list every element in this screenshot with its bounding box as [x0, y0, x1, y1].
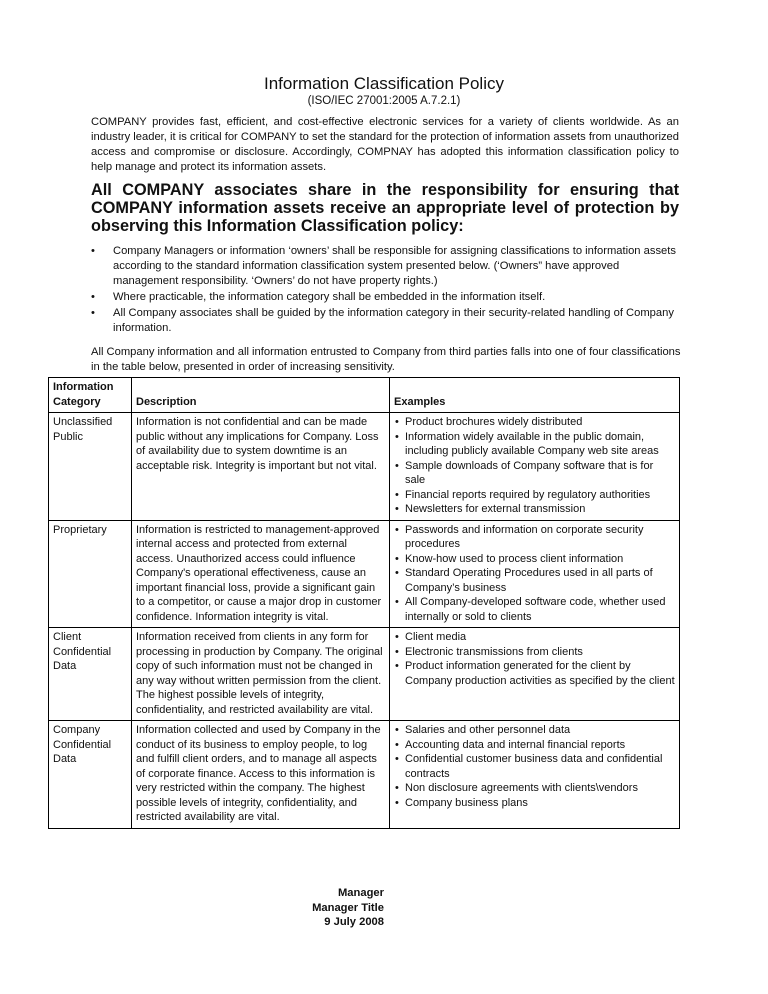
example-item: • Product information generated for the client by Company production activities as specified by the client [394, 659, 675, 688]
examples-cell [390, 721, 680, 829]
intro-paragraph: COMPANY provides fast, efficient, and cost-effective electronic services for a variety of clients worldwide. As an industry leader, it is critical for COMPANY to set the standard for the protection of information assets from unauthorized access and compromise or disclosure. Accordingly, COMPNAY has adopted this information classification policy to help manage and protect its information assets. [91, 116, 679, 173]
table-header-row [49, 378, 680, 413]
description-cell: Information is restricted to management-approved internal access and protected from external access. Unauthorized access could influence Company's operational effectiveness, cause an important financial loss, provide a significant gain to a competitor, or cause a major drop in customer confidence. Information integrity is vital. [132, 520, 390, 628]
category-cell: Unclassified Public [49, 413, 132, 521]
examples-cell [390, 520, 680, 628]
example-item: • Electronic transmissions from clients [394, 645, 675, 660]
example-item: • Company business plans [394, 796, 675, 811]
header-category: Information Category [49, 378, 132, 413]
header-description: Description [132, 378, 390, 413]
examples-cell [390, 628, 680, 721]
document-subtitle: (ISO/IEC 27001:2005 A.7.2.1) [307, 95, 461, 107]
description-cell: Information collected and used by Company in the conduct of its business to employ people, to log and fulfill client orders, and to manage all aspects of corporate finance. Access to this information is very restricted within the company. The highest possible levels of integrity, confidentiality, and restricted availability are vital. [132, 721, 390, 829]
example-item: • Accounting data and internal financial reports [394, 738, 675, 753]
category-cell: Proprietary [49, 520, 132, 628]
table-row [49, 721, 680, 829]
signature-date: 9 July 2008 [324, 916, 384, 928]
description-cell: Information is not confidential and can be made public without any implications for Company. Loss of availability due to system downtime is an acceptable risk. Integrity is important but not vital. [132, 413, 390, 521]
example-item: • Standard Operating Procedures used in all parts of Company’s business [394, 566, 675, 595]
example-item: • Salaries and other personnel data [394, 723, 675, 738]
policy-bullet-list [91, 244, 679, 337]
table-lead-paragraph: All Company information and all information entrusted to Company from third parties falls into one of four classifications in the table below, presented in order of increasing sensitivity. [91, 346, 681, 373]
category-cell: Client Confidential Data [49, 628, 132, 721]
signature-title: Manager Title [312, 901, 384, 914]
example-item: • Confidential customer business data and confidential contracts [394, 752, 675, 781]
example-item: • Sample downloads of Company software that is for sale [394, 459, 675, 488]
document-title: Information Classification Policy [264, 74, 504, 93]
policy-bullet: • All Company associates shall be guided by the information category in their security-related handling of Company information. [91, 306, 679, 336]
example-item: • Financial reports required by regulatory authorities [394, 488, 675, 503]
policy-bullet: • Company Managers or information ‘owners’ shall be responsible for assigning classifications to information assets according to the standard information classification system presented below. (‘Owners” have approved management responsibility. ‘Owners’ do not have property rights.) [91, 244, 679, 289]
header-examples: Examples [390, 378, 680, 413]
examples-cell [390, 413, 680, 521]
examples-list [394, 630, 675, 688]
classification-table [48, 377, 680, 829]
description-cell: Information received from clients in any form for processing in production by Company. The original copy of such information must not be changed in any way without written permission from the client. The highest possible levels of integrity, confidentiality, and restricted availability are vital. [132, 628, 390, 721]
examples-list [394, 415, 675, 517]
signature-block [200, 886, 384, 930]
policy-bullet: • Where practicable, the information category shall be embedded in the information itself. [91, 290, 679, 305]
example-item: • Client media [394, 630, 675, 645]
responsibility-heading: All COMPANY associates share in the responsibility for ensuring that COMPANY information assets receive an appropriate level of protection by observing this Information Classification policy: [91, 181, 679, 235]
table-row [49, 413, 680, 521]
table-row [49, 628, 680, 721]
example-item: • Passwords and information on corporate security procedures [394, 523, 675, 552]
example-item: • Information widely available in the public domain, including publicly available Company web site areas [394, 430, 675, 459]
table-row [49, 520, 680, 628]
signature-name: Manager [337, 887, 384, 899]
example-item: • Non disclosure agreements with clients\vendors [394, 781, 675, 796]
category-cell: Company Confidential Data [49, 721, 132, 829]
example-item: • Know-how used to process client information [394, 552, 675, 567]
example-item: • All Company-developed software code, whether used internally or sold to clients [394, 595, 675, 624]
examples-list [394, 723, 675, 810]
example-item: • Newsletters for external transmission [394, 502, 675, 517]
examples-list [394, 523, 675, 625]
example-item: • Product brochures widely distributed [394, 415, 675, 430]
